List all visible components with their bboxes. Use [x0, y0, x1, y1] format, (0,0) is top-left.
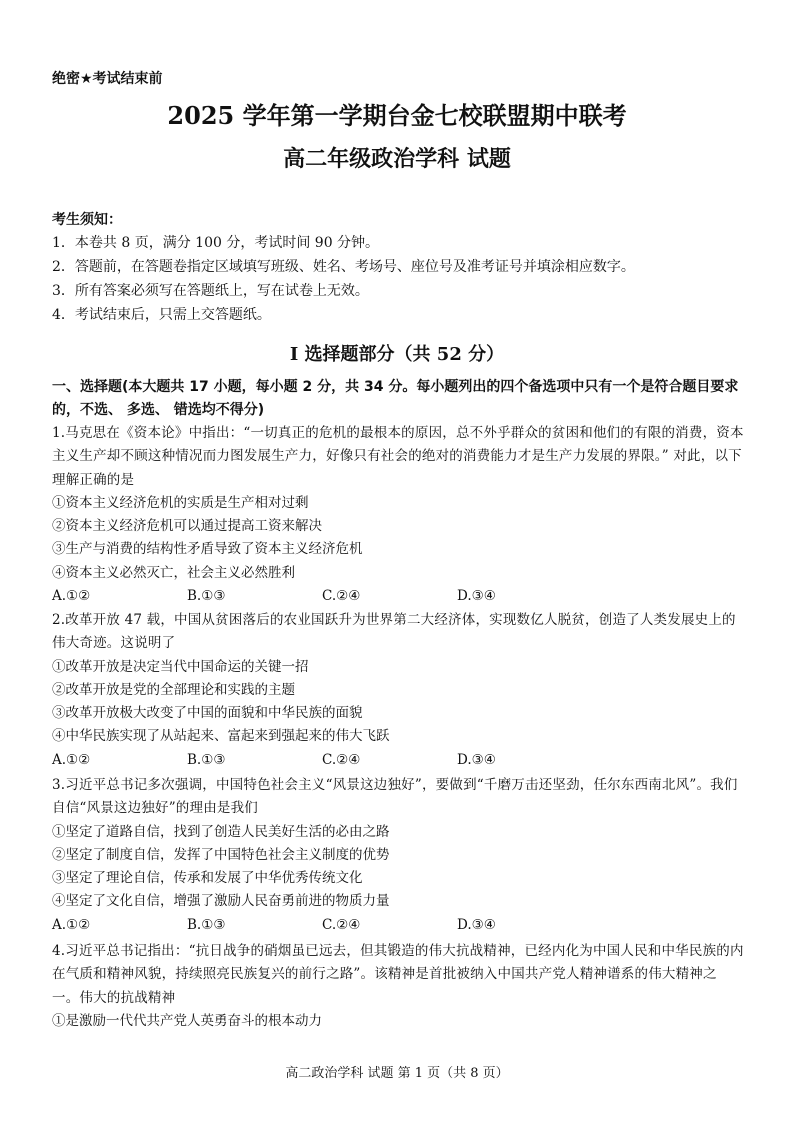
choice-b: B.①③	[187, 588, 226, 605]
page-footer: 高二政治学科 试题 第 1 页（共 8 页）	[285, 1066, 509, 1081]
question-stem: 3.习近平总书记多次强调，中国特色社会主义“风景这边独好”，要做到“千磨万击还坚劲，任尔东西南北风”。我们自信“风景这边独好”的理由是我们	[52, 777, 738, 817]
question-3	[52, 774, 744, 937]
notice-item: 3．所有答案必须写在答题纸上，写在试卷上无效。	[52, 283, 369, 299]
question-4	[52, 940, 744, 1033]
choice-d: D.③④	[457, 916, 496, 933]
question-option: ①坚定了道路自信，找到了创造人民美好生活的必由之路	[52, 823, 390, 840]
answer-choices	[52, 749, 744, 772]
notice-item: 1．本卷共 8 页，满分 100 分，考试时间 90 分钟。	[52, 235, 380, 251]
question-option: ④资本主义必然灭亡，社会主义必然胜利	[52, 564, 295, 581]
question-option: ①资本主义经济危机的实质是生产相对过剩	[52, 494, 309, 511]
choice-a: A.①②	[52, 751, 91, 768]
choice-c: C.②④	[322, 751, 361, 768]
answer-choices	[52, 585, 744, 608]
choice-b: B.①③	[187, 751, 226, 768]
question-option: ②资本主义经济危机可以通过提高工资来解决	[52, 518, 322, 535]
question-stem: 2.改革开放 47 载，中国从贫困落后的农业国跃升为世界第二大经济体，实现数亿人脱贫，创造了人类发展史上的伟大奇迹。这说明了	[52, 612, 736, 652]
question-stem: 1.马克思在《资本论》中指出：“一切真正的危机的最根本的原因，总不外乎群众的贫困和他们的有限的消费，资本主义生产却不顾这种情况而力图发展生产力，好像只有社会的绝对的消费能力才是生产力发展的界限。” 对此，以下理解正确的是	[52, 425, 744, 488]
candidate-notice	[52, 209, 752, 327]
exam-title: 2025 学年第一学期台金七校联盟期中联考	[167, 101, 627, 130]
section-title: 一、选择题(本大题共 17 小题，每小题 2 分，共 34 分。每小题列出的四个备选项中只有一个是符合题目要求的，不选、 多选、 错选均不得分)	[52, 379, 739, 418]
notice-heading: 考生须知：	[52, 212, 122, 228]
secret-label: 绝密★考试结束前	[52, 71, 163, 87]
choice-a: A.①②	[52, 916, 91, 933]
choice-d: D.③④	[457, 588, 496, 605]
question-option: ④中华民族实现了从站起来、富起来到强起来的伟大飞跃	[52, 728, 390, 745]
question-option: ①是激励一代代共产党人英勇奋斗的根本动力	[52, 1012, 322, 1029]
question-stem: 4.习近平总书记指出：“抗日战争的硝烟虽已远去，但其锻造的伟大抗战精神，已经内化为中国人民和中华民族的内在气质和精神风貌，持续照亮民族复兴的前行之路”。该精神是首批被纳入中国共产党人精神谱系的伟大精神之一。伟大的抗战精神	[52, 943, 744, 1006]
notice-item: 4．考试结束后，只需上交答题纸。	[52, 307, 271, 323]
choice-a: A.①②	[52, 588, 91, 605]
choice-c: C.②④	[322, 588, 361, 605]
answer-choices	[52, 914, 744, 937]
notice-item: 2．答题前，在答题卷指定区域填写班级、姓名、考场号、座位号及准考证号并填涂相应数字。	[52, 259, 635, 275]
question-option: ③生产与消费的结构性矛盾导致了资本主义经济危机	[52, 541, 363, 558]
question-option: ④坚定了文化自信，增强了激励人民奋勇前进的物质力量	[52, 893, 390, 910]
choice-d: D.③④	[457, 751, 496, 768]
question-option: ②改革开放是党的全部理论和实践的主题	[52, 681, 295, 698]
choice-b: B.①③	[187, 916, 226, 933]
part-title: I 选择题部分（共 52 分）	[289, 344, 505, 365]
question-option: ③改革开放极大改变了中国的面貌和中华民族的面貌	[52, 705, 363, 722]
choice-c: C.②④	[322, 916, 361, 933]
question-2	[52, 609, 744, 772]
question-option: ③坚定了理论自信，传承和发展了中华优秀传统文化	[52, 870, 363, 887]
exam-subtitle: 高二年级政治学科 试题	[283, 146, 511, 172]
question-1	[52, 422, 744, 608]
question-option: ①改革开放是决定当代中国命运的关键一招	[52, 658, 309, 675]
question-option: ②坚定了制度自信，发挥了中国特色社会主义制度的优势	[52, 846, 390, 863]
